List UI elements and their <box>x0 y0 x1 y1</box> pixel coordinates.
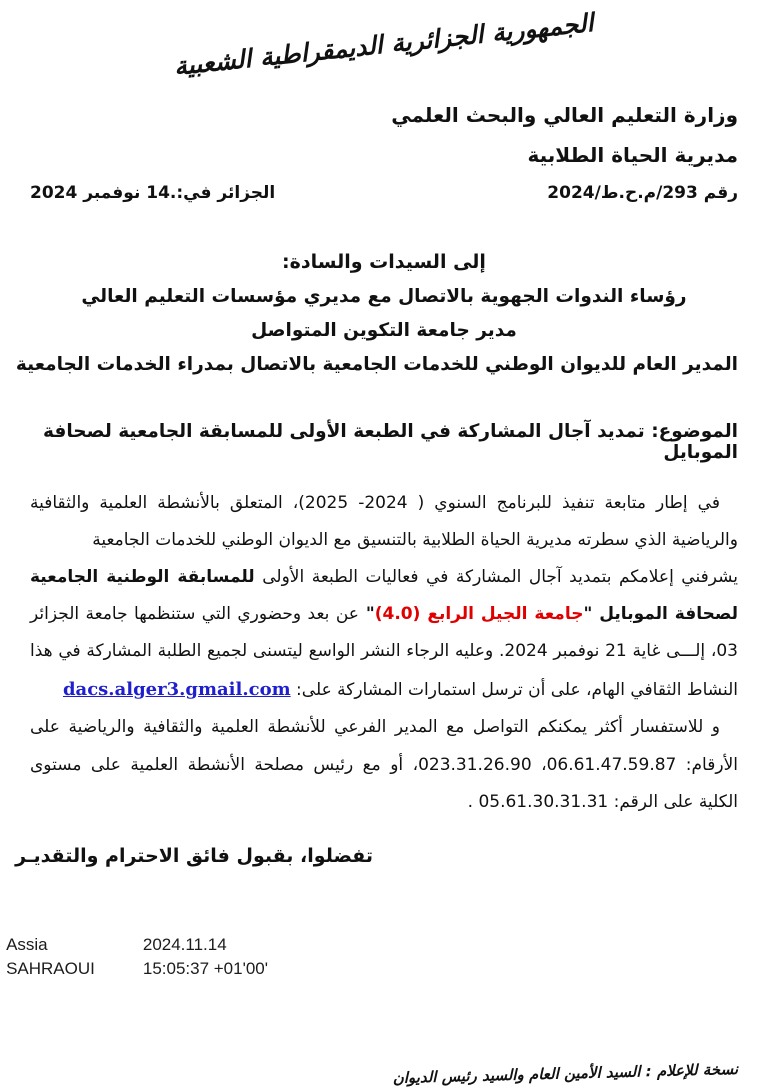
cc-note: نسخة للإعلام : السيد الأمين العام والسيد رئيس الديوان <box>392 1059 739 1087</box>
signature-name <box>6 933 95 982</box>
quote-close: " <box>358 604 375 625</box>
body-text-segment: عن بعد وحضوري التي ستنظمها جامعة الجزائر 03، إلـــى غاية 21 نوفمبر 2024. وعليه الرجاء النشر الواسع ليتسنى لجميع الطلبة المشاركة في هذا النشاط الثقافي الهام، على أن ترسل استمارات المشاركة على: <box>30 604 738 701</box>
republic-header: الجمهورية الجزائرية الديمقراطية الشعبية <box>172 8 596 81</box>
body-paragraph-1: في إطار متابعة تنفيذ للبرنامج السنوي ( 2024- 2025)، المتعلق بالأنشطة العلمية والثقافية والرياضية الذي سطرته مديرية الحياة الطلابية بالتنسيق مع الديوان الوطني للخدمات الجامعية <box>30 493 738 551</box>
email-link[interactable]: dacs.alger3.gmail.com <box>62 679 291 701</box>
signature-date: 2024.11.14 <box>142 934 227 954</box>
place-date: الجزائر في:.14 نوفمبر 2024 <box>30 183 276 203</box>
letterhead <box>30 103 738 167</box>
addressee-line: المدير العام للديوان الوطني للخدمات الجامعية بالاتصال بمدراء الخدمات الجامعية <box>15 354 738 375</box>
addressee-line: رؤساء الندوات الجهوية بالاتصال مع مديري مؤسسات التعليم العالي <box>81 286 687 307</box>
body-text-segment: يشرفني إعلامكم بتمديد آجال المشاركة في فعاليات الطبعة الأولى <box>254 567 739 588</box>
closing-line: تفضلوا، بقبول فائق الاحترام والتقديـر <box>15 844 373 867</box>
addressee-line: مدير جامعة التكوين المتواصل <box>251 320 517 341</box>
signature-timestamp <box>143 933 268 982</box>
quote-open: " <box>583 604 600 625</box>
competition-name-highlight: جامعة الجيل الرابع (4.0) <box>374 604 584 625</box>
addressee-heading: إلى السيدات والسادة: <box>282 251 486 273</box>
signature-last-name: SAHRAOUI <box>6 959 95 979</box>
body-paragraph-2 <box>30 559 738 709</box>
addressee-block <box>15 251 738 375</box>
ministry-name: وزارة التعليم العالي والبحث العلمي <box>391 103 738 127</box>
reference-number: رقم 293/م.ح.ط/2024 <box>547 183 738 203</box>
directorate-name: مديرية الحياة الطلابية <box>527 143 738 167</box>
digital-signature-stamp <box>6 933 268 982</box>
body-text-bold-segment: للمسابقة الوطنية الجامعية لصحافة الموبايل <box>30 567 738 625</box>
signature-time: 15:05:37 +01'00' <box>142 959 268 979</box>
subject-line: الموضوع: تمديد آجال المشاركة في الطبعة الأولى للمسابقة الجامعية لصحافة الموبايل <box>42 421 738 463</box>
reference-date-row <box>30 183 738 203</box>
signature-first-name: Assia <box>6 934 48 954</box>
body-paragraph-3: و للاستفسار أكثر يمكنكم التواصل مع المدير الفرعي للأنشطة العلمية والثقافية والرياضية على الأرقام: 06.61.47.59.87، 023.31.26.90، أو مع رئيس مصلحة الأنشطة العلمية على مستوى الكلية على الرقم: 05.61.30.31.31 . <box>30 717 738 812</box>
